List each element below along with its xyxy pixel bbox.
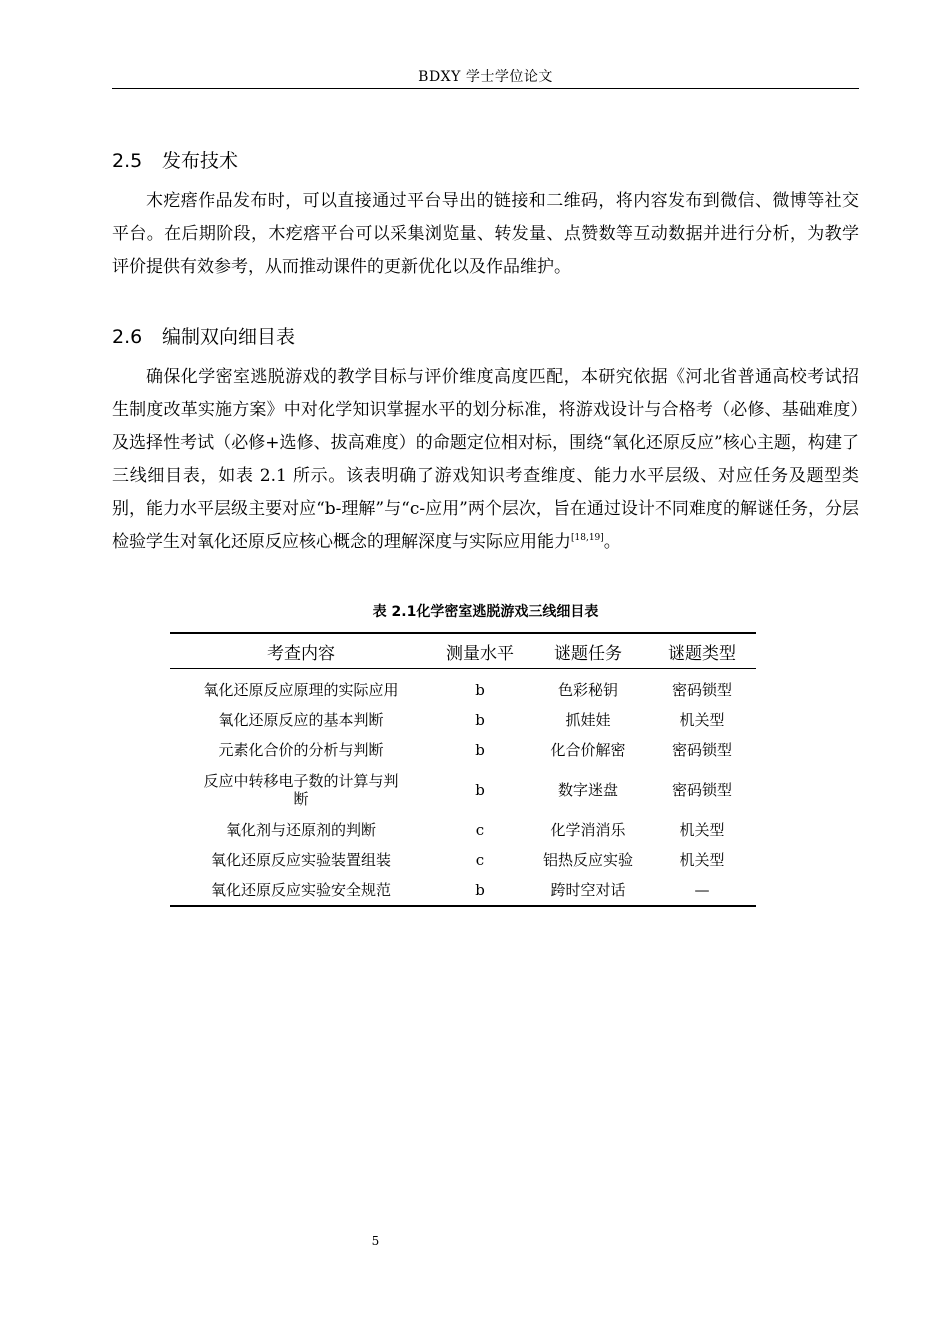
table-cell: 氧化还原反应实验安全规范	[170, 875, 432, 906]
table-row	[170, 705, 756, 735]
table-cell: b	[432, 875, 528, 906]
table-row	[170, 765, 756, 815]
paragraph-text: 确保化学密室逃脱游戏的教学目标与评价维度高度匹配，本研究依据《河北省普通高校考试招生制度改革实施方案》中对化学知识掌握水平的划分标准，将游戏设计与合格考（必修、基础难度）及选择性考试（必修+选修、拔高难度）的命题定位相对标，围绕“氧化还原反应”核心主题，构建了三线细目表，如表 2.1 所示。该表明确了游戏知识考查维度、能力水平层级、对应任务及题型类别，能力水平层级主要对应“b-理解”与“c-应用”两个层次，旨在通过设计不同难度的解谜任务，分层检验学生对氧化还原反应核心概念的理解深度与实际应用能力	[112, 367, 859, 552]
column-header: 考查内容	[170, 633, 432, 669]
table-row	[170, 815, 756, 845]
paragraph-end: 。	[603, 532, 621, 552]
table-header-row	[170, 633, 756, 669]
section-number: 2.5	[112, 150, 143, 172]
column-header: 谜题类型	[648, 633, 756, 669]
table-cell: 机关型	[679, 851, 725, 869]
table-cell: c	[475, 821, 485, 839]
page-header: BDXY 学士学位论文	[418, 69, 553, 85]
citation: [18,19]	[571, 533, 604, 543]
table-cell: 数字迷盘	[557, 781, 618, 799]
table-cell: 氧化还原反应的基本判断	[218, 711, 384, 729]
section-title: 编制双向细目表	[162, 326, 296, 348]
section-number: 2.6	[112, 326, 143, 348]
table-cell: 机关型	[679, 821, 725, 839]
table-row	[170, 735, 756, 765]
table-cell: b	[475, 681, 485, 699]
table-row	[170, 669, 756, 706]
section-2-6-paragraph	[112, 361, 859, 559]
table-cell: 色彩秘钥	[557, 681, 618, 699]
table-cell: 机关型	[679, 711, 725, 729]
table-cell: 氧化还原反应原理的实际应用	[203, 681, 399, 699]
section-title: 发布技术	[162, 150, 239, 172]
table-cell: b	[475, 711, 485, 729]
table-cell: 氧化还原反应实验装置组装	[210, 851, 391, 869]
table-cell: 元素化合价的分析与判断	[218, 741, 384, 759]
table-cell: c	[475, 851, 485, 869]
section-2-5-paragraph: 木疙瘩作品发布时，可以直接通过平台导出的链接和二维码，将内容发布到微信、微博等社交平台。在后期阶段，木疙瘩平台可以采集浏览量、转发量、点赞数等互动数据并进行分析，为教学评价提供有效参考，从而推动课件的更新优化以及作品维护。	[112, 191, 859, 277]
three-line-table	[170, 632, 756, 907]
table-row	[170, 845, 756, 875]
table-row	[170, 875, 756, 906]
table-cell: 化学消消乐	[550, 821, 626, 839]
table-cell: 密码锁型	[671, 741, 732, 759]
header-rule	[112, 88, 859, 89]
table-cell: 反应中转移电子数的计算与判断	[203, 772, 399, 808]
table-cell: 抓娃娃	[565, 711, 611, 729]
table-caption: 表 2.1化学密室逃脱游戏三线细目表	[372, 604, 599, 620]
table-cell: b	[475, 781, 485, 799]
section-heading-2-6	[112, 322, 295, 349]
table-cell: 氧化剂与还原剂的判断	[225, 821, 376, 839]
table-cell: —	[648, 875, 756, 906]
table-cell: b	[475, 741, 485, 759]
column-header: 测量水平	[432, 633, 528, 669]
table-cell: 密码锁型	[671, 781, 732, 799]
table-cell: 化合价解密	[550, 741, 626, 759]
table-cell: 铝热反应实验	[542, 851, 633, 869]
section-heading-2-5	[112, 146, 238, 173]
page-number: 5	[371, 1234, 380, 1248]
column-header: 谜题任务	[528, 633, 648, 669]
table-cell: 密码锁型	[671, 681, 732, 699]
table-cell: 跨时空对话	[528, 875, 648, 906]
